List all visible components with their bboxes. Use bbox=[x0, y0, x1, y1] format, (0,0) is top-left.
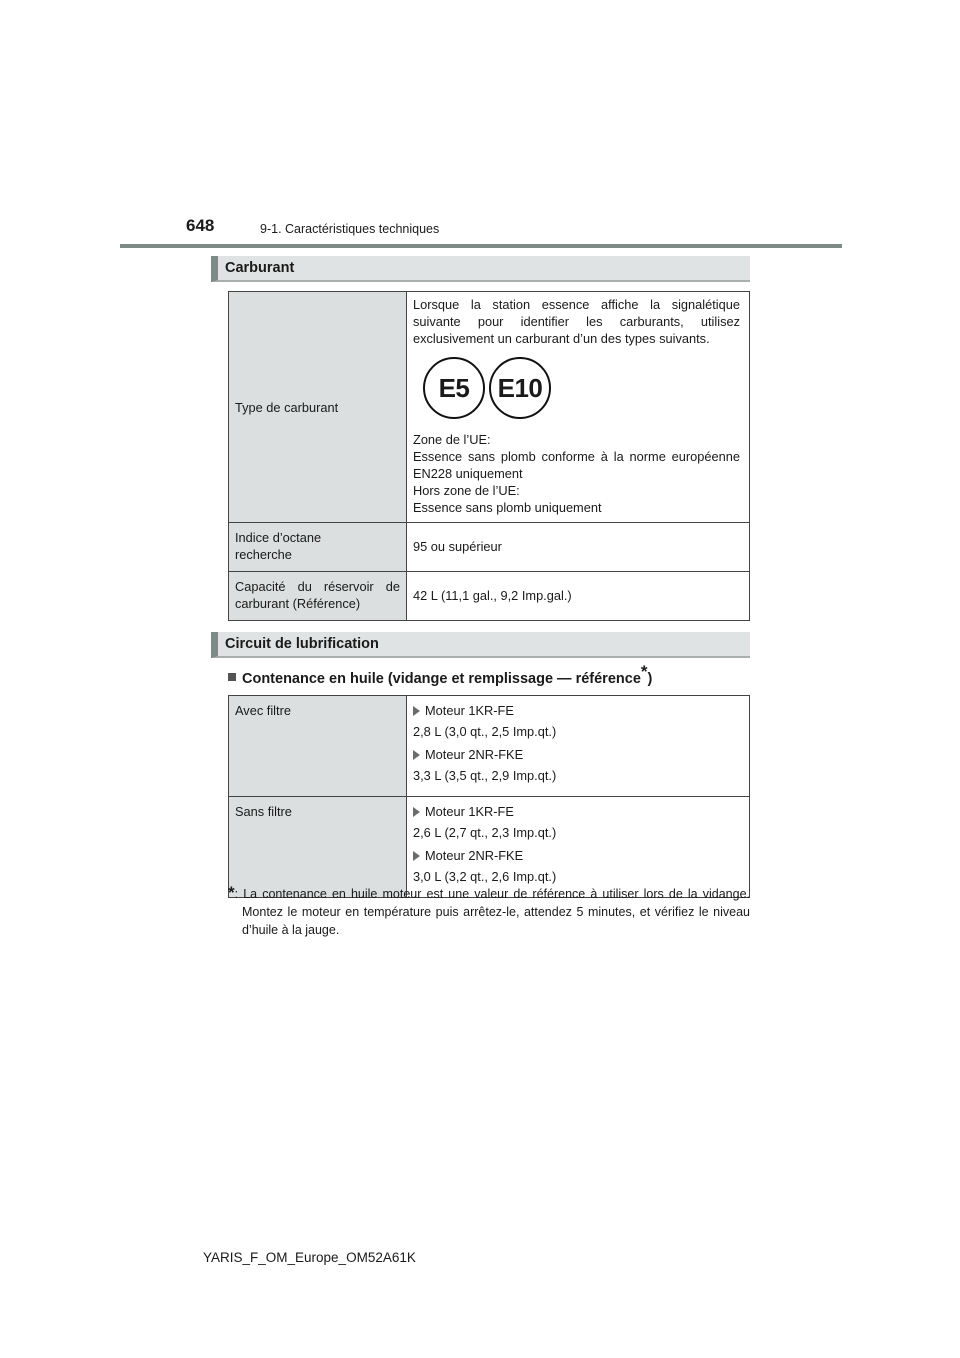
octane-label: Indice d’octane recherche bbox=[229, 523, 407, 572]
fuel-zone-line: Hors zone de l’UE: bbox=[413, 483, 520, 498]
footnote: *: La contenance en huile moteur est une valeur de référence à utiliser lors de la vidange. Montez le moteur en température puis arrêtez-le, attendez 5 minutes, et vérifiez le niveau d’huile à la jauge. bbox=[228, 883, 750, 937]
table-row bbox=[229, 572, 750, 621]
square-bullet-icon bbox=[228, 673, 236, 681]
engine-item: Moteur 2NR-FKE bbox=[413, 847, 740, 864]
triangle-right-icon bbox=[413, 706, 420, 716]
fuel-section-heading: Carburant bbox=[211, 256, 750, 282]
lubrication-section-heading: Circuit de lubrification bbox=[211, 632, 750, 658]
fuel-type-value bbox=[407, 292, 750, 523]
table-row bbox=[229, 523, 750, 572]
octane-value: 95 ou supérieur bbox=[407, 523, 750, 572]
with-filter-label: Avec filtre bbox=[229, 696, 407, 797]
without-filter-label: Sans filtre bbox=[229, 797, 407, 898]
fuel-table bbox=[228, 291, 750, 621]
triangle-right-icon bbox=[413, 807, 420, 817]
oil-capacity-table bbox=[228, 695, 750, 898]
fuel-zone-line: Essence sans plomb uniquement bbox=[413, 500, 602, 515]
fuel-type-intro: Lorsque la station essence affiche la signalétique suivante pour identifier les carburants, utilisez exclusivement un carburant d’un des types suivants. bbox=[413, 297, 740, 346]
tank-capacity-label: Capacité du réservoir de carburant (Référence) bbox=[229, 572, 407, 621]
section-title: 9-1. Caractéristiques techniques bbox=[260, 222, 440, 236]
fuel-type-label: Type de carburant bbox=[229, 292, 407, 523]
document-id: YARIS_F_OM_Europe_OM52A61K bbox=[203, 1250, 416, 1265]
engine-capacity: 2,6 L (2,7 qt., 2,3 Imp.qt.) bbox=[413, 825, 557, 840]
tank-capacity-value: 42 L (11,1 gal., 9,2 Imp.gal.) bbox=[407, 572, 750, 621]
engine-item: Moteur 2NR-FKE bbox=[413, 746, 740, 763]
page-number: 648 bbox=[186, 216, 215, 235]
table-row bbox=[229, 292, 750, 523]
without-filter-value bbox=[407, 797, 750, 898]
e10-badge-icon: E10 bbox=[489, 357, 551, 419]
engine-item: Moteur 1KR-FE bbox=[413, 702, 740, 719]
engine-capacity: 2,8 L (3,0 qt., 2,5 Imp.qt.) bbox=[413, 724, 557, 739]
triangle-right-icon bbox=[413, 750, 420, 760]
oil-capacity-subheading: Contenance en huile (vidange et remplissage — référence*) bbox=[228, 662, 652, 687]
engine-item: Moteur 1KR-FE bbox=[413, 803, 740, 820]
engine-capacity: 3,0 L (3,2 qt., 2,6 Imp.qt.) bbox=[413, 869, 557, 884]
fuel-zone-line: Essence sans plomb conforme à la norme européenne EN228 uniquement bbox=[413, 449, 740, 481]
engine-capacity: 3,3 L (3,5 qt., 2,9 Imp.qt.) bbox=[413, 768, 557, 783]
table-row bbox=[229, 696, 750, 797]
table-row bbox=[229, 797, 750, 898]
fuel-zone-line: Zone de l’UE: bbox=[413, 432, 491, 447]
with-filter-value bbox=[407, 696, 750, 797]
e5-badge-icon: E5 bbox=[423, 357, 485, 419]
header-rule bbox=[120, 244, 842, 248]
triangle-right-icon bbox=[413, 851, 420, 861]
fuel-badges bbox=[423, 357, 740, 419]
